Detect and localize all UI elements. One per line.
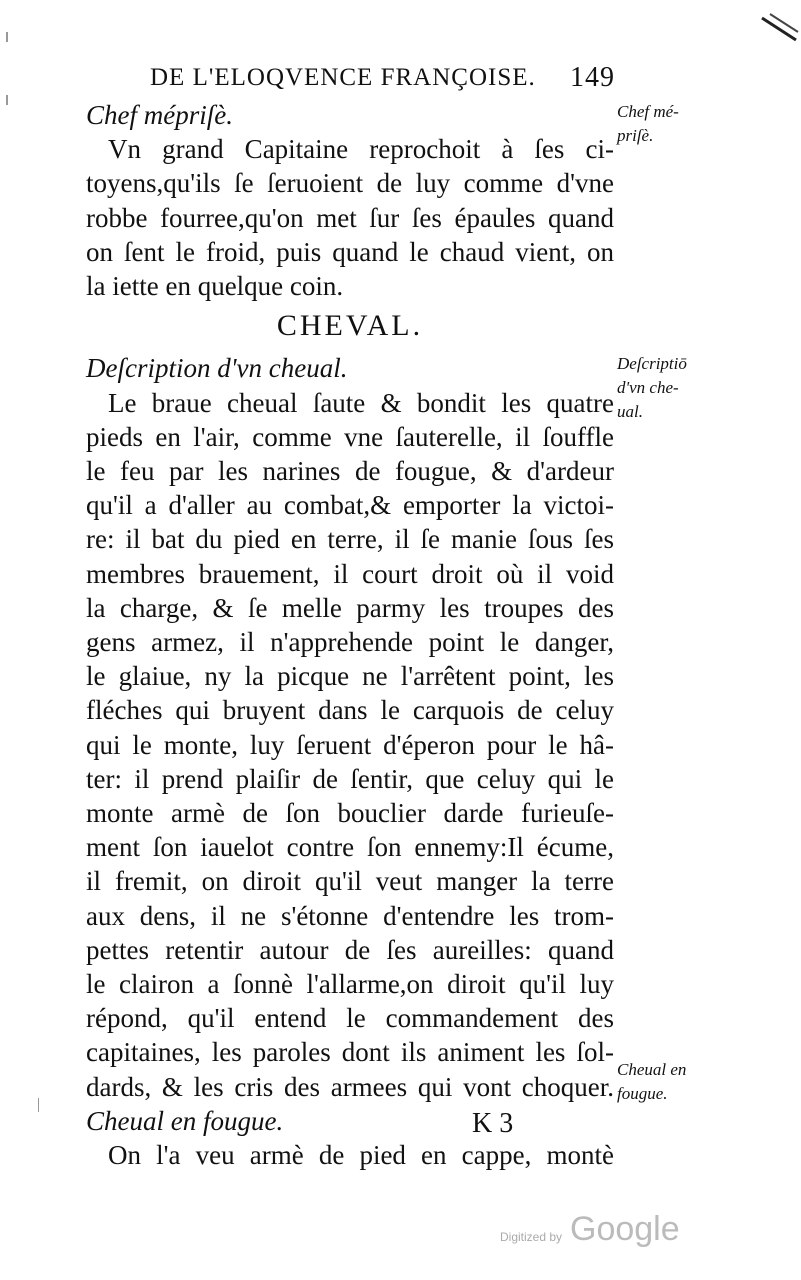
margin-note-chef (617, 100, 717, 148)
text-line: on ſent le froid, puis quand le chaud vient, on (86, 236, 614, 267)
text-line: répond, qu'il entend le commandement des (86, 1003, 614, 1034)
text-line: aux dens, il ne s'étonne d'entendre les trom- (86, 900, 614, 931)
text-line: monte armè de ſon bouclier darde furieuſe- (86, 798, 614, 829)
watermark-small-text: Digitized by (500, 1230, 563, 1244)
text-line: qui le monte, luy ſeruent d'éperon pour le hâ- (86, 729, 614, 760)
text-line: Vn grand Capitaine reprochoit à ſes ci- (108, 134, 614, 165)
margin-note-line: d'vn che- (617, 378, 679, 397)
margin-note-line: fougue. (617, 1084, 668, 1103)
scan-speck (6, 32, 8, 42)
text-line: dards, & les cris des armees qui vont choquer. (86, 1071, 614, 1102)
text-line: membres brauement, il court droit où il void (86, 558, 614, 589)
text-line: il fremit, on diroit qu'il veut manger la terre (86, 866, 614, 897)
digitized-watermark (500, 1210, 680, 1260)
text-line: le feu par les narines de fougue, & d'ardeur (86, 456, 614, 487)
running-head-title: DE L'ELOQVENCE FRANÇOISE. (150, 64, 536, 91)
signature-mark: K 3 (472, 1108, 514, 1139)
text-line: robbe fourree,qu'on met ſur ſes épaules quand (86, 202, 614, 233)
margin-note-description (617, 352, 717, 424)
text-line: toyens,qu'ils ſe ſeruoient de luy comme d'vne (86, 168, 614, 199)
text-line: pettes retentir autour de ſes aureilles: quand (86, 934, 614, 965)
text-line: ment ſon iauelot contre ſon ennemy:Il écume, (86, 832, 614, 863)
text-line: le glaiue, ny la picque ne l'arrêtent point, les (86, 661, 614, 692)
text-line: fléches qui bruyent dans le carquois de celuy (86, 695, 614, 726)
margin-note-line: Cheual en (617, 1060, 687, 1079)
text-line: gens armez, il n'apprehende point le danger, (86, 627, 614, 658)
margin-note-line: Deſcriptiō (617, 354, 687, 373)
paragraph-chef (86, 132, 614, 303)
text-line: la iette en quelque coin. (86, 271, 344, 302)
running-head (150, 62, 615, 98)
google-logo: Google (570, 1210, 680, 1248)
text-line: le clairon a ſonnè l'allarme,on diroit qu'il luy (86, 969, 614, 1000)
section-heading-description: Deſcription d'vn cheual. (86, 353, 348, 384)
text-line: qu'il a d'aller au combat,& emporter la victoi- (86, 490, 614, 521)
text-line: Le braue cheual ſaute & bondit les quatre (108, 387, 614, 418)
text-line: On l'a veu armè de pied en cappe, montè (108, 1140, 614, 1171)
page-corner-mark (760, 10, 800, 50)
section-heading-chef: Chef mépriſè. (86, 100, 233, 130)
text-line: re: il bat du pied en terre, il ſe manie ſous ſes (86, 524, 614, 555)
section-heading-fougue: Cheual en fougue. (86, 1105, 284, 1136)
scan-speck (38, 1098, 39, 1112)
section-title-cheval: CHEVAL. (276, 309, 424, 343)
margin-note-line: Chef mé- (617, 102, 679, 121)
scan-speck (6, 95, 8, 105)
margin-note-line: priſè. (617, 126, 654, 145)
page-number: 149 (570, 62, 615, 93)
text-line: pieds en l'air, comme vne ſauterelle, il ſouffle (86, 421, 614, 452)
paragraph-fougue (86, 1138, 614, 1172)
text-line: capitaines, les paroles dont ils animent les ſol- (86, 1037, 614, 1068)
margin-note-fougue (617, 1058, 717, 1106)
main-text (86, 98, 614, 1172)
margin-note-line: ual. (617, 402, 643, 421)
text-line: ter: il prend plaiſir de ſentir, que celuy qui le (86, 763, 614, 794)
paragraph-cheval (86, 386, 614, 1104)
text-line: la charge, & ſe melle parmy les troupes des (86, 592, 614, 623)
